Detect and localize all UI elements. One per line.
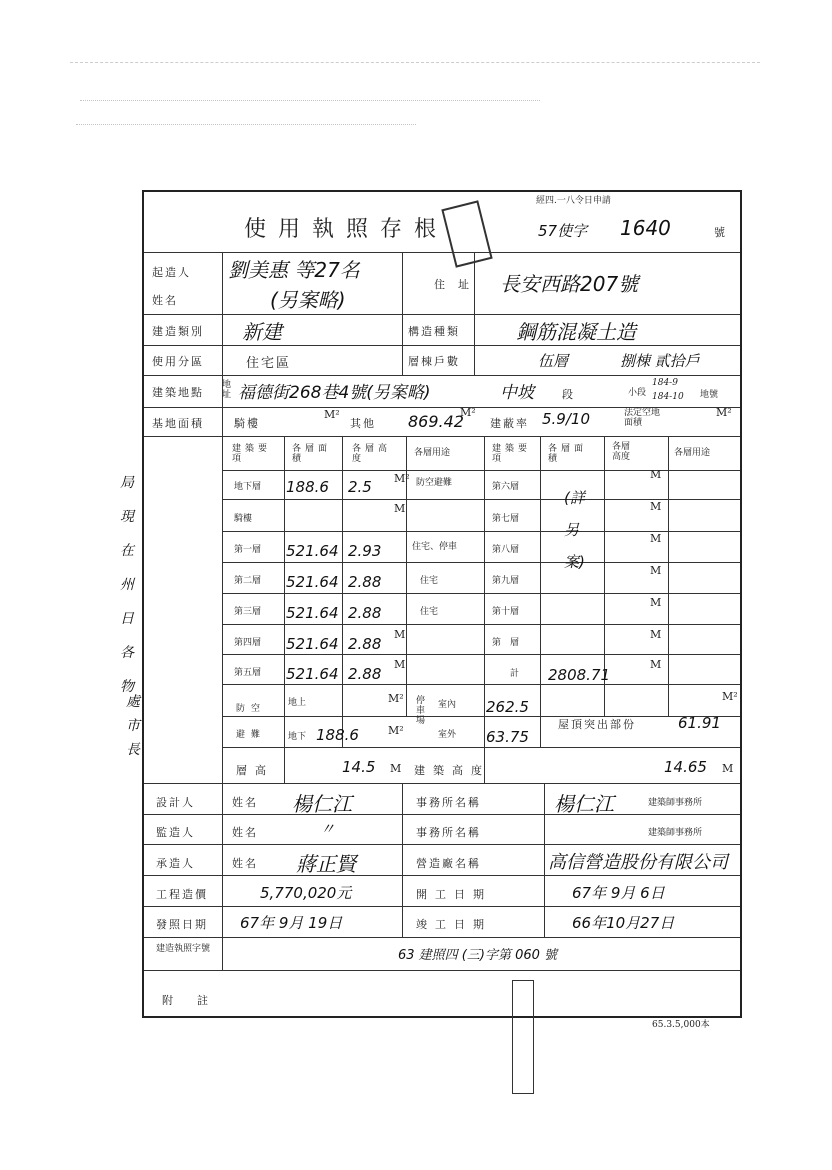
col-use-header-r: 各層用途 [674,448,711,458]
floors-value: 伍層 [538,352,569,370]
col-floor-header: 建築要項 [232,444,272,464]
issue-value: 67年 9月 19日 [240,914,343,932]
floor-area-1: 521.64 [286,542,339,560]
storey-height-unit: M [390,762,402,775]
left-margin-note-2: 處市長 [126,694,140,758]
designer-office: 楊仁江 [554,792,614,816]
floor-label-3: 第三層 [234,607,262,617]
lot-suffix: 地號 [700,390,719,400]
floor-height-5: 2.88 [348,665,382,683]
unit-b1-area: M² [394,472,410,485]
floors-label: 層棟戶數 [408,355,460,368]
floor-height-b1: 2.5 [348,478,372,496]
base-area-other-value: 869.42 [408,412,464,431]
bldg-type-value: 新建 [242,320,282,344]
floor-area-2: 521.64 [286,573,339,591]
unit-f5-height: M [394,658,406,671]
parking-label: 停車場 [416,696,426,726]
civil-below-label: 地下 [288,732,307,742]
floor-height-3: 2.88 [348,604,382,622]
coverage-value: 5.9/10 [542,410,590,428]
civil-def-label: 防空 [236,704,267,714]
floor-label-blank: 第 層 [492,638,520,648]
designer-office-label: 事務所名稱 [416,796,481,809]
remarks-label: 附註 [162,994,232,1007]
supervisor-label: 監造人 [156,826,195,839]
site-value: 福德街268巷4號(另案略) [238,383,431,403]
permit-prefix: 57使字 [538,222,588,240]
applicant-name-2: (另案略) [270,288,346,312]
col-area-header: 各層面積 [292,444,332,464]
footer-code: 65.3.5,000本 [652,1020,710,1030]
col-height-header: 各層高度 [352,444,392,464]
lot-value-1: 184-9 [652,378,678,388]
site-section: 中坡 [500,383,534,403]
floor-label-6: 第六層 [492,482,520,492]
unit-right-7: M [650,500,662,513]
floor-area-3: 521.64 [286,604,339,622]
right-vertical-note: (詳另案) [564,489,585,571]
floor-area-4: 521.64 [286,635,339,653]
unit-right-10: M [650,596,662,609]
civil-def-sub: 避難 [236,730,267,740]
permit-suffix: 號 [714,226,727,239]
col-use-header: 各層用途 [414,448,451,458]
seal-stamp [441,200,492,267]
cost-label: 工程造價 [156,888,208,901]
floor-height-1: 2.93 [348,542,382,560]
designer-label: 設計人 [156,796,195,809]
floor-label-b1: 地下層 [234,482,262,492]
floor-label-arcade: 騎樓 [234,514,253,524]
structure-label: 構造種類 [408,325,460,338]
supervisor-name: 〃 [320,820,336,838]
roof-value: 61.91 [678,714,721,732]
unit-arcade-area: M [394,502,406,515]
roof-label: 屋頂突出部份 [558,718,636,731]
side-stamp: 經四.一八令日申請 [536,196,611,206]
bldg-height-label: 建築高度 [414,764,490,777]
floor-use-1: 住宅、停車 [412,542,458,552]
civil-below-unit: M² [388,724,404,737]
floor-label-2: 第二層 [234,576,262,586]
cert-value: 63 建照四 (三)字第 060 號 [398,948,558,963]
designer-name: 楊仁江 [292,792,352,816]
total-label: 計 [510,669,520,679]
permit-form [142,190,742,1018]
vertical-stamp [512,980,534,1094]
zone-value: 住宅區 [246,356,292,371]
applicant-name: 劉美惠 等27名 [228,258,360,282]
cost-value: 5,770,020元 [260,884,352,902]
unit-right-blank: M [650,628,662,641]
col-area-header-r: 各層面積 [548,444,588,464]
floor-label-4: 第四層 [234,638,262,648]
floor-height-4: 2.88 [348,635,382,653]
floor-use-2: 住宅 [420,576,439,586]
start-value: 67年 9月 6日 [572,884,665,902]
floor-label-7: 第七層 [492,514,520,524]
civil-above-unit: M² [388,692,404,705]
floor-label-9: 第九層 [492,576,520,586]
parking-indoor-value: 262.5 [486,698,529,716]
scan-noise-top-3 [76,124,416,133]
supervisor-office-suffix: 建築師事務所 [648,828,703,838]
floor-label-8: 第八層 [492,545,520,555]
site-section-suffix: 段 [562,388,575,401]
floor-use-b1: 防空避難 [416,478,453,488]
structure-value: 鋼筋混凝土造 [516,320,636,344]
finish-value: 66年10月27日 [572,914,675,932]
base-area-sub: 騎樓 [234,417,260,430]
lot-prefix: 小段 [628,388,647,398]
floor-label-5: 第五層 [234,668,262,678]
col-floor-header-r: 建築要項 [492,444,532,464]
applicant-label: 起造人 [152,266,191,279]
legal-area-unit: M² [716,406,732,419]
legal-area-label: 法定空地面積 [624,408,661,428]
parking-outdoor-label: 室外 [438,730,457,740]
contractor-name: 蔣正賢 [296,852,356,876]
lot-value-2: 184-10 [652,392,684,402]
applicant-label-2: 姓名 [152,294,178,307]
floor-use-3: 住宅 [420,607,439,617]
bldg-height-value: 14.65 [664,758,707,776]
issue-label: 發照日期 [156,918,208,931]
units-value: 捌棟 貳拾戶 [620,352,700,370]
base-area-other-unit: M² [460,406,476,419]
designer-office-suffix: 建築師事務所 [648,798,703,808]
supervisor-office-label: 事務所名稱 [416,826,481,839]
coverage-label: 建蔽率 [490,417,529,430]
col-height-header-r: 各層高度 [612,442,631,462]
designer-name-label: 姓名 [232,796,258,809]
roof-unit: M² [722,690,738,703]
contractor-name-label: 姓名 [232,857,258,870]
address-label-2: 址 [458,278,471,291]
supervisor-name-label: 姓名 [232,826,258,839]
bldg-height-unit: M [722,762,734,775]
site-label: 建築地點 [152,386,204,399]
civil-below-value: 188.6 [316,726,359,744]
floor-height-2: 2.88 [348,573,382,591]
contractor-firm-label: 營造廠名稱 [416,857,481,870]
finish-label: 竣工日期 [416,918,492,931]
scan-noise-top [70,62,760,77]
storey-height-value: 14.5 [342,758,376,776]
base-area-unit: M² [324,408,340,421]
civil-above-label: 地上 [288,698,307,708]
unit-right-6: M [650,468,662,481]
cert-label: 建造執照字號 [156,944,211,954]
storey-height-label: 層高 [236,764,274,777]
start-label: 開工日期 [416,888,492,901]
unit-f4-height: M [394,628,406,641]
floor-area-b1: 188.6 [286,478,329,496]
parking-outdoor-value: 63.75 [486,728,529,746]
total-value: 2808.71 [548,666,611,684]
unit-right-total: M [650,658,662,671]
base-area-other-label: 其他 [350,417,376,430]
form-title: 使用執照存根 [244,217,449,242]
unit-right-8: M [650,532,662,545]
left-margin-note: 局 現在州日各 物 [120,475,134,695]
base-area-label: 基地面積 [152,417,204,430]
address-value: 長安西路207號 [500,272,639,296]
floor-label-10: 第十層 [492,607,520,617]
floor-label-1: 第一層 [234,545,262,555]
site-prefix: 地址 [222,380,232,400]
unit-right-9: M [650,564,662,577]
contractor-firm: 高信營造股份有限公司 [548,852,728,873]
permit-number: 1640 [620,216,671,240]
zone-label: 使用分區 [152,355,204,368]
address-label: 住 [434,278,447,291]
parking-indoor-label: 室內 [438,700,457,710]
scan-noise-top-2 [80,100,540,109]
floor-area-5: 521.64 [286,665,339,683]
contractor-label: 承造人 [156,857,195,870]
bldg-type-label: 建造類別 [152,325,204,338]
